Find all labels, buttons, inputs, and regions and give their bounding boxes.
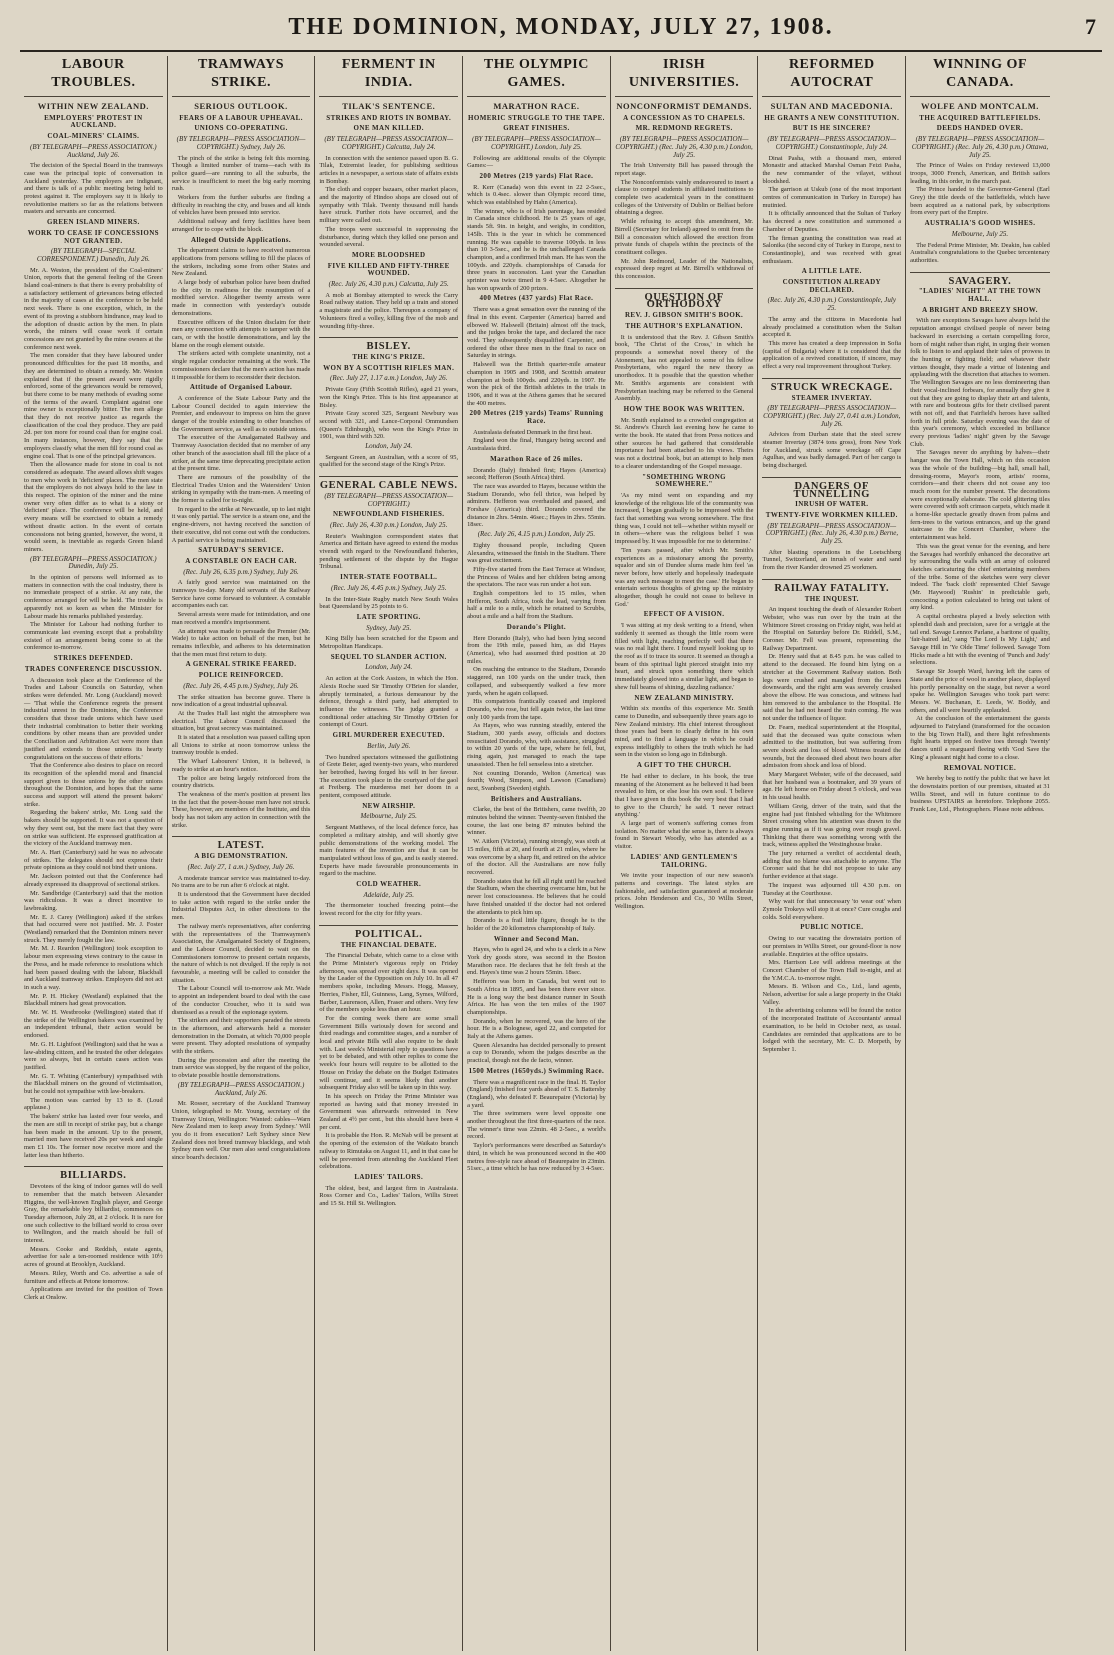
paragraph: With rare exceptions Savages have always held the reputation amongst civilised people of never being backward in exercising a certain compelling force, born of might rather than right, in urging their women folk to listen to and applaud their tales of prowess in the hunting or fighting field; and whatever their virtues thought, they made a virtue of listening and applauding with the discretion that attaches to women. The Wellington Savages are no less domineering than their vocal-inclined forbears, for annually they give it out that they are going to display their art and talents, with rare and bouteous gifts for their civilised parent with not off, and that Fairfield's heroes have sallied forth in full pride. Saturday evening was the date of this year's ceremony, which exceeded in brilliance every previous 'ladies' night' given by the Savage Club.	[910, 317, 1050, 448]
minor-heading: LATE SPORTING.	[356, 612, 421, 621]
paragraph: Queen Alexandra has decided personally to present a cup to Dorando, whom the judges describe as the practical, though not the de facto, winner.	[467, 1041, 606, 1065]
minor-heading: LADIES' TAILORS.	[354, 1172, 424, 1181]
column-1	[20, 56, 168, 1651]
paragraph: Mr. E. J. Carey (Wellington) asked if the strikes that had occurred were not justified. Mr. J. Foster (Westland) remarked that the Dominion miners never struck. They merely fought the law.	[24, 913, 163, 944]
paragraph: In the opinion of persons well informed as to matters in connection with the coal industry, there is no immediate prospect of a strike. At any rate, the conference arranged for will be held. The trouble is apparently not so keen as when the Minister for Labour made his remarks published yesterday.	[24, 574, 163, 620]
minor-heading: NEW ZEALAND MINISTRY.	[634, 693, 734, 702]
paragraph: The Wharf Labourers' Union, it is believed, is ready to strike at an hour's notice.	[171, 758, 311, 773]
minor-heading: MORE BLOODSHED	[351, 250, 426, 259]
article-body	[615, 103, 754, 911]
paragraph: Mr. M. J. Reardon (Wellington) took exception to labour men expressing views contrary to the cause in the Press, and he made reference to resolutions which had been passed dealing with the labour, Blackball and Auckland tramway strikes. Employers did not act in such a way.	[24, 945, 163, 991]
paragraph: Sergeant Green, an Australian, with a score of 95, qualified for the second stage of the King's Prize.	[319, 453, 459, 469]
paragraph: The weakness of the men's position at present lies in the fact that the power-house men have not struck. These, however, are members of the Institute, and this body has not taken any action in connection with the strike.	[171, 790, 311, 829]
minor-heading: COAL-MINERS' CLAIMS.	[47, 132, 140, 141]
dateline: (Rec. July 26, 4.30 p.m.) Calcutta, July 25.	[328, 280, 449, 289]
paragraph: In regard to the strike at Newcastle, up to last night it was only partial. The service is a steam one, and the engine-drivers, not having received the sanction of their executive, did not come out with the conductors. A partial service is being maintained.	[171, 505, 311, 544]
minor-heading: SEQUEL TO SLANDER ACTION.	[330, 652, 447, 661]
minor-heading: WON BY A SCOTTISH RIFLES MAN.	[323, 363, 455, 372]
paragraph: He had either to declare, in his book, the true meaning of the Atonement as he believed it had been revealed to him, or else lose his own soul. 'I believe that I have given in this book the very best that I had to give to the Church,' he said. 'I never retract anything.'	[614, 772, 754, 819]
minor-heading: STEAMER INVERTAY.	[791, 393, 872, 402]
paragraph: Mr. John Redmond, Leader of the Nationalists, expressed deep regret at Mr. Birrell's withdrawal of this concession.	[614, 257, 754, 281]
paragraph: England won the final, Hungary being second and Australasia third.	[467, 437, 606, 453]
paragraph: Several arrests were made for intimidation, and one man received a month's imprisonment.	[171, 611, 311, 626]
minor-heading: 200 Metres (219 yards) Flat Race.	[479, 171, 594, 180]
dateline: (BY TELEGRAPH—PRESS ASSOCIATION—COPYRIGHT.) (Rec. July 26, 4.30 p.m.) Ottawa, July 25.	[911, 135, 1049, 159]
paragraph: We hereby beg to notify the public that we have let the downstairs portion of our premises, situated at 31 Willis Street, and will in future continue to do business UPSTAIRS as heretofore. Telephone 2055. Frank Lee, Ltd., Photographers. Please note address.	[910, 775, 1050, 814]
minor-heading: A CONSTABLE ON EACH CAR.	[185, 556, 297, 565]
paragraph: The department claims to have received numerous applications from persons willing to fill the places of the strikers, including some from other States and New Zealand.	[171, 247, 311, 278]
paragraph: After blasting operations in the Loetschberg Tunnel, Switzerland, an inrush of water and sand from the river Kander drowned 25 workmen.	[762, 548, 902, 572]
paragraph: Dr. Henry said that at 8.45 p.m. he was called to attend to the deceased. He found him lying on a stretcher at the Government Railway station. Both legs were crushed and mangled from the knees downwards, and the right arm was severely crushed above the elbow. He was conscious, and witness had him removed to the ambulance to the Hospital. He said that he had not heard the train coming. He was not under the influence of liquor.	[762, 653, 902, 723]
minor-heading: NEWFOUNDLAND FISHERIES.	[332, 510, 445, 519]
dateline: Sydney, July 25.	[366, 623, 412, 632]
paragraph: Dinai Pasha, with a thousand men, entered Monastir and attacked Marshal Osman Feizi Pasha, the new commander of the vilayet, without bloodshed.	[762, 154, 902, 185]
minor-heading: EFFECT OF A VISION.	[643, 610, 725, 619]
dateline: (BY TELEGRAPH—PRESS ASSOCIATION.) Dunedin, July 25.	[30, 554, 157, 571]
paragraph: W. Aitken (Victoria), running strongly, was sixth at 15 miles, fifth at 20, and fourth at 21 miles, where he was overcome by a sharp fit, and retired on the advice of the doctor. All the Australians are now fully recovered.	[467, 838, 606, 876]
minor-heading: 400 Metres (437 yards) Flat Race.	[479, 294, 594, 303]
minor-heading: EMPLOYERS' PROTEST IN AUCKLAND.	[44, 113, 143, 130]
section-headline: GENERAL CABLE NEWS.	[319, 476, 458, 490]
minor-heading: TRADES CONFERENCE DISCUSSION.	[24, 664, 162, 673]
paragraph: A moderate tramcar service was maintained to-day. No trams are to be run after 6 o'clock at night.	[171, 874, 311, 890]
paragraph: The Irish University Bill has passed through the report stage.	[614, 162, 754, 177]
paragraph: The troops were successful in suppressing the disturbance, during which they killed one person and wounded several.	[319, 225, 459, 249]
minor-heading: GIRL MURDERER EXECUTED.	[332, 731, 445, 740]
paragraph: The decision of the Special Board in the tramways case was the principal topic of conversation in Auckland yesterday. The employers are indignant, and there is talk of a public meeting being held to protest against it. The employers say it is likely to revolutionise matters so far as the relations between masters and servants are concerned.	[24, 162, 163, 216]
minor-heading: HOMERIC STRUGGLE TO THE TAPE.	[468, 113, 605, 122]
paragraph: Taylor's performances were described as Saturday's third, in which he was pronounced second in the 400 metres free-style race ahead of Beaurepaire in 23min. 51sec., a time which he has now reduced by 3 4-5sec.	[467, 1142, 606, 1173]
dateline: (BY TELEGRAPH—PRESS ASSOCIATION.) Auckland, July 26.	[30, 142, 157, 159]
section-headline: QUESTION OF ORTHODOXY	[615, 288, 754, 309]
minor-heading: THE AUTHOR'S EXPLANATION.	[625, 321, 743, 330]
paragraph: It is understood that the Government have decided to take action with regard to the strike under the Industrial Disputes Act, in other directions to the men.	[171, 890, 311, 922]
dateline: (Rec. July 27, 1 a.m.) Sydney, July 26.	[187, 862, 295, 871]
dateline: (BY TELEGRAPH—PRESS ASSOCIATION—COPYRIGHT.) Sydney, July 26.	[176, 135, 306, 151]
paragraph: Executive officers of the Union disclaim for their men any connection with attempts to tamper with the cars, or with the hostile demonstrations, and lay the blame on the rough element outside.	[171, 318, 311, 349]
minor-heading: THE INQUEST.	[804, 594, 859, 603]
dateline: (BY TELEGRAPH—PRESS ASSOCIATION.) Auckland, July 26.	[177, 1080, 305, 1097]
dateline: (Rec. July 26, 6.35 p.m.) Sydney, July 26.	[183, 567, 299, 576]
dateline: (BY TELEGRAPH—PRESS ASSOCIATION—COPYRIGHT.) (Rec. July 27, 0.41 a.m.) London, July 26.	[763, 404, 901, 428]
paragraph: Mary Margaret Webster, wife of the deceased, said that her husband was a bootmaker, and 39 years of age. He left home on Friday about 5 o'clock, and was in his usual health.	[762, 771, 902, 802]
paragraph: The Nonconformists vainly endeavoured to insert a clause to compel students in affiliated institutions to complete two academical years in the constituent colleges of the University of Dublin or Belfast before obtaining a degree.	[614, 178, 754, 217]
minor-heading: STRIKES AND RIOTS IN BOMBAY.	[326, 113, 452, 122]
minor-heading: GREAT FINISHES.	[503, 124, 570, 133]
paragraph: William Greig, driver of the train, said that the engine had just finished whistling for the Whitmore Street crossing when his attention was drawn to the engine running as if it was going over rough gravel. Thinking that there was something wrong with the track, witness applied the Westinghouse brake.	[762, 802, 902, 849]
newspaper-title: THE DOMINION, MONDAY, JULY 27, 1908.	[288, 14, 834, 40]
minor-heading: Marathon Race of 26 miles.	[490, 454, 583, 463]
paragraph: The Prince of Wales on Friday reviewed 13,000 troops, 3000 French, American, and British sailors leading, in this order, in the march past.	[910, 162, 1050, 185]
paragraph: 'Ten years passed, after which Mr. Smith's experiences as a missionary among the poverty, squalor and sin of Dundee slums made him feel 'as never before, how utterly and hopelessly inadequate was any such message to meet the case.' He began to entertain serious thoughts of giving up the ministry altogether, though he could not cease to believe in God.'	[614, 546, 754, 608]
paragraph: Dorando states that he fell all right until he reached the Stadium, when the cheering overcame him, but he never lost consciousness. He believes that he could have finished unaided if the doctor had not ordered the attendants to pick him up.	[467, 877, 606, 916]
section-headline: STRUCK WRECKAGE.	[762, 378, 901, 392]
paragraph: At the conclusion of the entertainment the guests adjourned to Fairyland (transformed for the occasion to the big Town Hall), and there light refreshments fight hearts tripped on festive toes through 'twenty' dances until a rearguard fleeing with 'God Save the King' a pleasant night had come to a close.	[910, 715, 1050, 761]
paragraph: Additional railway and ferry facilities have been arranged for to cope with the block.	[171, 218, 311, 233]
column-2	[168, 56, 316, 1651]
minor-heading: MR. REDMOND REGRETS.	[635, 124, 733, 133]
article-body	[172, 103, 311, 1162]
subheading: WOLFE AND MONTCALM.	[921, 101, 1039, 111]
paragraph: Mr. G. T. Whiting (Canterbury) sympathised with the Blackball miners on the ground of victimisation, but he could not sympathise with law-breakers.	[24, 1072, 163, 1096]
paragraph: Clarke, the best of the Britishers, came twelfth, 20 minutes behind the winner. Twenty-seven finished the course, the last one being 87 minutes behind the winner.	[467, 806, 606, 837]
paragraph: Hayes, who is aged 24, and who is a clerk in a New York dry goods store, was second in the Boston Marathon race. He declares that he felt fresh at the end. Hayes's time was 2 hours 55min. 18sec.	[467, 946, 606, 977]
paragraph: The strike situation has become grave. There is now indication of a great industrial upheaval.	[171, 693, 311, 709]
paragraph: Here Dorando (Italy), who had been lying second from the 19th mile, passed him, as did Hayes (America), who had assumed third position at 20 miles.	[467, 634, 606, 665]
paragraph: The cloth and copper bazaars, other market places, and the majority of Hindoo shops are closed out of sympathy with Tilak. Twenty thousand mill hands have struck. Further riots have occurred, and the military were called out.	[319, 186, 459, 225]
paragraph: The men consider that they have laboured under pronounced difficulties for the past 18 months, and they are determined to obtain a remedy. Mr. Weston explained that if the present award were rigidly enforced, some of the grievances would be removed, but there come to be many methods of evading some of the terms of the award. Complaint against one mine owner is exceptionally bitter. The men allege that they do not receive justice as regards the classification of the coal they produce. They are paid 2d. per ton more for round coal than for engine coal. In many instances, however, they say that the employers classify what the men fill for round coal as engine coal. That is one of the principal grievances.	[24, 352, 163, 460]
article-body	[319, 103, 458, 1208]
paragraph: Devotees of the king of indoor games will do well to remember that the match between Alexander Higgins, the well-known English player, and George Gray, the remarkable boy billiardist, commences on Tuesday afternoon, July 28, at 2 o'clock. It is rare for one such collective to the billiard world to cross over to Wellington, and the match should be full of interest.	[24, 1183, 163, 1245]
paragraph: Mrs. Harrison Lee will address meetings at the Concert Chamber of the Town Hall to-night, and at the Y.M.C.A. to-morrow night.	[762, 959, 902, 982]
subheading: TILAK'S SENTENCE.	[342, 101, 436, 111]
paragraph: During the procession and after the meeting the tram service was stopped, by the request of the police, to obviate possible hostile demonstrations.	[171, 1056, 311, 1080]
paragraph: Savage Sir Joseph Ward, having left the cares of State and the price of wool in another place, displayed his portly personality on the stage, but never a word spake he. Wellington Savages who took part were: Messrs. W. Buchanan, E. Leeds, W. Boddy, and others, and all were heartily applauded.	[910, 668, 1050, 714]
paragraph: Private Gray (Fifth Scottish Rifles), aged 21 years, won the King's Prize. This is his first appearance at Bisley.	[319, 386, 459, 409]
paragraph: In his speech on Friday the Prime Minister was reported as having said that money invested in Government was afterwards reinvested in New Zealand at 4½ per cent., but this should have been 4 per cent.	[319, 1092, 459, 1131]
paragraph: Mr. Sandbridge (Canterbury) said that the motion was ridiculous. It was a direct incentive to lawbreaking.	[24, 889, 163, 912]
minor-heading: A GENERAL STRIKE FEARED.	[185, 660, 297, 669]
paragraph: Dorando, when he recovered, was the hero of the hour. He is a Bolognese, aged 22, and competed for Italy at the Athens games.	[467, 1017, 606, 1041]
paragraph: The railway men's representatives, after conferring with the representatives of the Tramwaymen's Association, the Amalgamated Society of Engineers, and the Labour Council, decided to wait on the Commissioners tomorrow to present certain requests, the nature of which is not divulged. If the reply is not favourable, a meeting will be called to consider the situation.	[171, 922, 311, 984]
paragraph: Mr. A. Hart (Canterbury) said he was no advocate of strikes. The delegates should not express their private opinions as they could not bind their unions.	[24, 848, 163, 872]
minor-heading: NEW AIRSHIP.	[362, 801, 416, 810]
paragraph: In the Inter-State Rugby match New South Wales beat Queensland by 25 points to 6.	[319, 595, 459, 611]
minor-heading: TWENTY-FIVE WORKMEN KILLED.	[765, 510, 898, 519]
section-headline: BILLIARDS.	[24, 1166, 163, 1180]
paragraph: Fifty-five started from the East Terrace at Windsor, the Princess of Wales and her children being among the spectators. The race was run under a hot sun.	[467, 565, 606, 589]
article-body	[467, 103, 606, 1173]
article-headline: FERMENT IN INDIA.	[319, 56, 458, 97]
dateline: (BY TELEGRAPH—SPECIAL CORRESPONDENT.) Dunedin, July 26.	[36, 247, 150, 263]
paragraph: In connection with the sentence passed upon B. G. Tilak, Extremist leader, for publishing seditious articles in a newspaper, a serious state of affairs exists in Bombay.	[319, 154, 459, 185]
minor-heading: A BRIGHT AND BREEZY SHOW.	[922, 305, 1038, 314]
paragraph: Mr. G. H. Lightfoot (Wellington) said that he was a law-abiding citizen, and he trusted the other delegates were so always, but in certain cases action was justified.	[24, 1040, 163, 1071]
article-body	[24, 103, 163, 1302]
paragraph: The Federal Prime Minister, Mr. Deakin, has cabled Australia's congratulations to the Quebec tercentenary authorities.	[910, 241, 1050, 264]
paragraph: Mr. Rosser, secretary of the Auckland Tramway Union, telegraphed to Mr. Young, secretary of the Tramway Union, Wellington: 'Wanted: cables—Warn New Zealand men to keep away from Sydney.' Will you do it from execution? Left Sydney since New Zealand does not breed tramway blacklegs, and wish Sydney men well. Our men also send congratulations since board's decision.'	[171, 1100, 311, 1162]
dateline: (Rec. July 26, 4.30 p.m.) London, July 25.	[330, 520, 448, 529]
section-headline: POLITICAL.	[319, 925, 458, 939]
dateline: (BY TELEGRAPH—PRESS ASSOCIATION—COPYRIGHT.)	[324, 491, 454, 508]
paragraph: That the Conference also desires to place on record its recognition of the splendid moral and financial support given to those unions by the other unions throughout the Dominion, and hopes that the same success and support will attend the present bakers' strike.	[24, 762, 163, 808]
minor-heading: CONSTITUTION ALREADY DECLARED.	[782, 278, 881, 294]
paragraph: Two hundred spectators witnessed the guillotining of Grete Beier, aged twenty-two years, who murdered her betrothed, having forged his will in her favour. The execution took place in the courtyard of the gaol at Freiberg. The murderess met her doom in a penitent, composed attitude.	[319, 753, 459, 800]
paragraph: Mr. W. H. Westbrooke (Wellington) stated that if the strike of the Wellington bakers was examined by an independent tribunal, their action would be endorsed.	[24, 1009, 163, 1040]
minor-heading: Britishers and Australians.	[490, 794, 582, 803]
subheading: MARATHON RACE.	[493, 101, 580, 111]
paragraph: For the coming week there are some small Government Bills variously down for second and third readings and committee stages, and a number of local and private Bills will also require to be dealt with. Last week's Ministerial reply to questions have yet to be debated, and with other replies to come the week's four hours will require to be allotted to the House on Friday the debate on the Budget Estimates will continue, and it seems likely that another subsequent Friday also will be taken up in this way.	[319, 1014, 459, 1092]
paragraph: Applications are invited for the position of Town Clerk at Onslow.	[24, 1286, 163, 1301]
minor-heading: ONE MAN KILLED.	[353, 124, 424, 133]
minor-heading: FEARS OF A LABOUR UPHEAVAL.	[179, 113, 303, 122]
article-headline: LABOUR TROUBLES.	[24, 56, 163, 97]
column-4	[463, 56, 611, 1651]
paragraph: The strikers acted with complete unanimity, not a single regular conductor remaining at the work. The commissioners declare that the men's action has made it impossible for them to reconsider their decision.	[171, 350, 311, 381]
paragraph: On reaching the entrance to the Stadium, Dorando staggered, ran 100 yards on the under track, then collapsed, and subsequently walked a few more yards, when he again collapsed.	[467, 666, 606, 697]
paragraph: Advices from Durban state that the steel screw steamer Invertay (3874 tons gross), from New York for Auckland, struck some wreckage off Cape Agulhas, and was badly damaged. Part of her cargo is being discharged.	[762, 431, 902, 470]
masthead	[20, 8, 1102, 52]
paragraph: 'I was sitting at my desk writing to a friend, when suddenly it seemed as though the little room were filled with light, reaching perfectly well that there was no real light there. I found myself looking up to the roof as if to trace its source. It seemed as though a beam of this spiritual light pierced straight into my heart, and struck upon something there which immediately glowed into a similar light, and began to shew full beams of shining, dazzling radiance.'	[614, 622, 754, 691]
paragraph: Workers from the further suburbs are finding a difficulty in reaching the city, and buses and all kinds of vehicles have been pressed into service.	[171, 194, 311, 217]
dateline: (Rec. July 26, 4.45 p.m.) Sydney, July 25.	[330, 583, 447, 592]
paragraph: R. Kerr (Canada) won this event in 22 2-5sec., which is 0.4sec. slower than Olympic record time, which was established by Hahn (America).	[467, 183, 606, 207]
paragraph: The army and the citizens in Macedonia had already proclaimed a constitution when the Sultan accepted it.	[762, 315, 902, 339]
minor-heading: A LITTLE LATE.	[801, 267, 862, 276]
paragraph: The inquest was adjourned till 4.30 p.m. on Tuesday at the Courthouse.	[762, 881, 902, 897]
paragraph: While refusing to accept this amendment, Mr. Birrell (Secretary for Ireland) agreed to omit from the Bill a concession which allowed the erection from private funds of chapels within the precincts of the constituent colleges.	[614, 218, 754, 256]
paragraph: Eighty thousand people, including Queen Alexandra, witnessed the finish in the Stadium. There was great excitement.	[467, 541, 606, 565]
minor-heading: REV. J. GIBSON SMITH'S BOOK.	[624, 311, 744, 320]
minor-heading: GREEN ISLAND MINERS.	[47, 218, 140, 227]
paragraph: The three swimmers were level opposite one another throughout the first three-quarters of the race. The winner's time was 22min. 48 2-5sec., a world's record.	[467, 1110, 606, 1141]
paragraph: The executive of the Amalgamated Railway and Tramway Association decided that no member of any other branch of the association shall fill the place of a striker, at the same time deprecating precipitate action at the present time.	[171, 434, 311, 473]
paragraph: This move has created a deep impression in Sofia (capital of Bulgaria) where it is considered that the application of a revived constitution, if sincere, may effect a very real improvement throughout Turkey.	[762, 339, 902, 371]
dateline: (Rec. July 27, 1.17 a.m.) London, July 26.	[330, 374, 448, 383]
minor-heading: SATURDAY'S SERVICE.	[198, 546, 284, 555]
paragraph: Dorando is a frail little figure, though he is the holder of the 20 kilometres championship of Italy.	[467, 917, 606, 932]
paragraph: English competitors led to 15 miles, when Hefferon, South Africa, took the lead, varying from half a mile to a mile, which he retained to Scrubbs, about a mile and a half from the Stadium.	[467, 590, 606, 621]
paragraph: The garrison at Uskub (one of the most important centres of communication in Turkey in Europe) has mutinied.	[762, 186, 902, 209]
minor-heading: WORK TO CEASE IF CONCESSIONS NOT GRANTED.	[27, 228, 159, 245]
paragraph: A large part of women's suffering comes from isolation. No matter what the sense is, there is always found in Stewart Woodly, who has attended as a visitor.	[614, 820, 754, 851]
dateline: (BY TELEGRAPH—PRESS ASSOCIATION—COPYRIGHT.) (Rec. July 26, 4.30 p.m.) London, July 25.	[615, 135, 753, 159]
paragraph: The strikers and their supporters paraded the streets in the afternoon, and afterwards held a monster demonstration in the Domain, at which 70,000 people were present. They adopted resolutions of sympathy with the strikers.	[171, 1017, 311, 1056]
article-headline: REFORMED AUTOCRAT	[762, 56, 901, 97]
dateline: Berlin, July 26.	[367, 741, 411, 750]
paragraph: The bakers' strike has lasted over four weeks, and the men are still in receipt of strike pay, but a change has been made in the amount. Up to the present, married men have received 20s per week and single men £1 10s. The former now receive more and the latter less than hitherto.	[24, 1113, 163, 1159]
article-body	[910, 103, 1050, 814]
minor-heading: A GIFT TO THE CHURCH.	[636, 761, 732, 770]
column-5	[611, 56, 759, 1651]
minor-heading: PUBLIC NOTICE.	[800, 923, 864, 932]
paragraph: We invite your inspection of our new season's patterns and coverings. The latest styles are fashionable, and satisfaction guaranteed at moderate prices. John Henderson and Co., 30 Willis Street, Wellington.	[614, 872, 754, 911]
subheading: WITHIN NEW ZEALAND.	[37, 101, 149, 111]
paragraph: The winner, who is of Irish parentage, has resided in Canada since childhood. He is 25 years of age, stands 5ft. 9in. in height, and weighs, in condition, 145lb. This is the year in which he commenced running. He was capable to traverse 100yds. in less than 10 3-5sec., and he is the unchallenged Canada champion, and a confirmed Irish man. He has won the 100yds. and 220yds. championships of Canada for three years in succession. Last year the Canadian sprinter was twice timed in 9 4-5sec. Altogether he has won upwards of 200 prizes.	[467, 207, 606, 292]
minor-heading: HOW THE BOOK WAS WRITTEN.	[623, 404, 745, 413]
paragraph: The thermometer touched freezing point—the lowest record for the city for fifty years.	[319, 902, 459, 918]
dateline: Melbourne, July 25.	[951, 229, 1009, 238]
dateline: (BY TELEGRAPH—PRESS ASSOCIATION—COPYRIGHT.) Calcutta, July 24.	[324, 135, 454, 151]
paragraph: There was a great sensation over the running of the final in this event. Carpenter (America) barred and elbowed W. Halswell (Britain) almost off the track, and the judges broke the tape, and declared the race void. They subsequently disqualified Carpenter, and ordered the other three men in the final to race on Saturday in strings.	[467, 306, 606, 360]
minor-heading: THE FINANCIAL DEBATE.	[340, 940, 437, 949]
minor-heading: INRUSH OF WATER.	[795, 500, 869, 509]
minor-heading: BUT IS HE SINCERE?	[792, 124, 871, 133]
dateline: London, July 24.	[365, 442, 413, 451]
minor-heading: Alleged Outside Applications.	[190, 235, 292, 244]
paragraph: Messrs. B. Wilson and Co., Ltd., land agents, Nelson, advertise for sale a large property in the Otaki Valley.	[762, 983, 902, 1006]
paragraph: Private Gray scored 325, Sergeant Newbury was second with 321, and Lance-Corporal Ommundsen (Queen's Edinburgh), who won the King's Prize in 1901, was third with 320.	[319, 410, 459, 441]
paragraph: Following are additional results of the Olympic Games:—	[467, 154, 606, 170]
section-headline: DANGERS OF TUNNELLING	[762, 477, 901, 498]
paragraph: Dorando (Italy) finished first; Hayes (America) second; Hefferon (South Africa) third.	[467, 466, 606, 482]
section-headline: SAVAGERY.	[910, 272, 1050, 286]
dateline: (BY TELEGRAPH—PRESS ASSOCIATION—COPYRIGHT.) London, July 25.	[472, 135, 601, 151]
paragraph: Mr. A. Weston, the president of the Coal-miners' Union, reports that the general feeling of the Green Island coal-miners is that there is every probability of a satisfactory settlement of grievances being effected in the majority of cases at the conference to be held next week. There is one exception, which, in the event of its proving a stubborn hindrance, may lead to the adoption of drastic action by the men. In plain words, the miners will cease work if certain concessions are not granted by the mine owners at the conference next week.	[24, 266, 163, 351]
paragraph: An attempt was made to persuade the Premier (Mr. Wade) to take action on behalf of the men, but he remains inflexible, and adheres to his determination that the men must first return to duty.	[171, 627, 311, 658]
paragraph: Australasia defeated Denmark in the first heat.	[473, 428, 593, 436]
minor-heading: "LADIES' NIGHT" AT THE TOWN HALL.	[918, 287, 1042, 304]
minor-heading: REMOVAL NOTICE.	[943, 763, 1017, 772]
paragraph: It is probable the Hon. R. McNab will be present at the opening of the extension of the Waikato branch railway to Rimutaka on August 11, and in that case he will be prevented from attending the Auckland Fleet celebrations.	[319, 1132, 459, 1171]
article-body	[762, 103, 901, 1054]
subheading: SERIOUS OUTLOOK.	[194, 101, 288, 111]
minor-heading: COLD WEATHER.	[356, 880, 422, 889]
paragraph: As Hayes, who was running steadily, entered the Stadium, 300 yards away, officials and doctors resuscitated Dorando, who, with assistance, struggled to within 20 yards of the tape, where he fell, but, rising again, just managed to reach the tape unassisted. Then he fell senseless into a stretcher.	[467, 722, 606, 768]
paragraph: The pinch of the strike is being felt this morning. Though a limited number of trams—each with its police guard—are running to all the suburbs, the service is insufficient to meet the big early morning rush.	[171, 154, 311, 193]
dateline: (BY TELEGRAPH—PRESS ASSOCIATION—COPYRIGHT.) (Rec. July 26, 4.30 p.m.) Berne, July 25.	[765, 521, 899, 546]
minor-heading: INTER-STATE FOOTBALL.	[340, 573, 438, 582]
paragraph: An inquest touching the death of Alexander Robert Webster, who was run over by the train at the Whitmore Street crossing on Friday night, was held at the Hospital on Saturday before Dr. Riddell, S.M., Coroner. Mr. Fell was present, representing the Railway Department.	[762, 606, 902, 652]
paragraph: A large body of suburban police have been drafted to the city in readiness for the resumption of a modified service. Altogether twenty arrests were made in connection with yesterday's outside demonstrations.	[171, 279, 311, 317]
paragraph: The Savages never do anything by halves—their hangar was the Town Hall, which on this occasion was the whole of the building—big hall, small hall, dressing-rooms, Mayor's room, artists' rooms, corridors—and their cheers did not cease any too much room for the number present. The decorations were exceptionally elaborate. The cold glittering tiles were covered with soft crimson carpets, which made it a home-like spectacle greatly drawn from palms and fern-trees to the various entrances, and up the grand staircase to the Concert Chamber, where the entertainment was held.	[910, 449, 1050, 542]
paragraph: Hefferon was born in Canada, but went out to South Africa in 1895, and has been there ever since. He is a long way the best distance runner in South Africa. He has won the ten miles of the 1907 championships.	[467, 978, 606, 1016]
page-number: 7	[1085, 14, 1096, 39]
paragraph: 'As my mind went on expanding and my knowledge of the religious life of the community was increased, I began gradually to be impressed with the fact that something was wrong somewhere. The first thing was, I could not tell—whether within myself or in others—where was the religious belief I was impressed by. It was impossible for me to determine.'	[614, 491, 754, 546]
minor-heading: POLICE REINFORCED.	[198, 671, 284, 680]
paragraph: It is understood that the Rev. J. Gibson Smith's book, 'The Christ of the Cross,' in which he propounds a somewhat novel theory of the Atonement, has not appealed to some of his fellow Presbyterians, who regard the new theory as unorthodox. It is possible that the question whether Mr. Smith's arguments are consistent with Presbyterian teaching may be referred to the General Assembly.	[614, 333, 754, 403]
section-headline: BISLEY.	[319, 337, 458, 351]
paragraph: A capital orchestra played a lively selection with splendid dash and precision, save for a wriggle at the tail end. Savage Lennox Parlane, a baritone of quality, 'fair-haired lad,' sang 'The Lord Is My Light,' and Savage Hill in 'Ye Olde Time' followed. Savage Tom Hicks made a hit with the evening of 'Punch and Judy' selections.	[910, 613, 1050, 667]
minor-heading: Attitude of Organised Labour.	[189, 383, 293, 392]
minor-heading: THE KING'S PRIZE.	[352, 352, 426, 361]
minor-heading: AUSTRALIA'S GOOD WISHES.	[924, 219, 1036, 228]
paragraph: The oldest, best, and largest firm in Australasia. Ross Corner and Co., Ladies' Tailors, Willis Street and 15 St. Hill St. Wellington.	[319, 1184, 459, 1208]
paragraph: The Minister for Labour had nothing further to communicate last evening except that a probability existed of an arrangement being come to at the conference to-morrow.	[24, 621, 163, 652]
paragraph: It is officially announced that the Sultan of Turkey has decreed a new constitution and summoned a Chamber of Deputies.	[762, 210, 902, 233]
minor-heading: UNIONS CO-OPERATING.	[194, 124, 288, 133]
dateline: London, July 24.	[365, 663, 413, 672]
article-headline: WINNING OF CANADA.	[910, 56, 1050, 97]
paragraph: Not counting Dorando, Welton (America) was fourth; Wood, Simpson, and Lawson (Canadians) next, Svanberg (Sweden) eighth.	[467, 769, 606, 792]
article-headline: THE OLYMPIC GAMES.	[467, 56, 606, 97]
paragraph: Messrs. Riley, Worth and Co. advertise a sale of furniture and effects at Petone tomorrow.	[24, 1269, 163, 1285]
section-headline: RAILWAY FATALITY.	[762, 579, 901, 593]
dateline: (Rec. July 26, 4.45 p.m.) Sydney, July 26.	[183, 681, 299, 690]
subheading: NONCONFORMIST DEMANDS.	[616, 101, 752, 111]
minor-heading: A CONCESSION AS TO CHAPELS.	[623, 113, 746, 122]
paragraph: Mr. Smith explained to a crowded congregation at St. Andrew's Church last evening how he came to write the book. He stated that from Press notices and other sources he had gathered that considerable importance had been attached to his views. Theirs was not a doctrinal book, but an attempt to help men to a clearer understanding of the Gospel message.	[614, 416, 754, 470]
minor-heading: 200 Metres (219 yards) Teams' Running Race.	[469, 409, 604, 426]
dateline: (Rec. July 26, 4.30 p.m.) Constantinople, July 25.	[767, 296, 896, 313]
minor-heading: DEEDS HANDED OVER.	[936, 124, 1024, 133]
paragraph: Mr. P. H. Hickey (Westland) explained that the Blackball miners had great provocation.	[24, 992, 163, 1008]
minor-heading: HE GRANTS A NEW CONSTITUTION.	[764, 113, 900, 122]
paragraph: Then the allowance made for stone in coal is not considered as adequate. The award allows shift wages to men who work in 'deficient' places. The men state that the employers do not always hold to the law in this respect. The opinion of the miner and the mine owner very often differ as to what is a stony or 'deficient' place. The conference will be held, and every means will be exercised to obtain a remedy without drastic action. In the event of certain concessions not being granted, however, the worst, it would seem, is inevitable as regards Green Island miners.	[24, 461, 163, 553]
section-headline: LATEST.	[172, 836, 311, 850]
paragraph: In the advertising columns will be found the notice of the incorporated Institute of Accountants' annual examination, to be held in October next, as usual. Candidates are reminded that applications are to be lodged with the secretary, Mr. C. D. Morpeth, by September 1.	[762, 1007, 902, 1053]
paragraph: At the Trades Hall last night the atmosphere was electrical. The Labour Council discussed the situation, but great secrecy was maintained.	[171, 709, 311, 733]
column-7	[906, 56, 1054, 1651]
paragraph: Sergeant Matthews, of the local defence force, has completed a military airship, and will shortly give public demonstrations of the working model. The main features of the invention are that it can be manipulated without loss of gas, and is easily steered. Experts have made favourable pronouncements in regard to the machine.	[319, 824, 459, 878]
column-6	[758, 56, 906, 1651]
minor-heading: FIVE KILLED AND FIFTY-THREE WOUNDED.	[327, 261, 450, 278]
article-headline: TRAMWAYS STRIKE.	[172, 56, 311, 97]
minor-heading: 1500 Metres (1650yds.) Swimming Race.	[468, 1066, 605, 1075]
paragraph: Reuter's Washington correspondent states that America and Britain have agreed to extend the modus vivendi with regard to the Newfoundland fisheries, pending settlement of the dispute by the Hague Tribunal.	[319, 532, 459, 571]
paragraph: It is stated that a resolution was passed calling upon all Unions to strike at noon tomorrow unless the tramway trouble is ended.	[171, 734, 311, 757]
dateline: Melbourne, July 25.	[360, 812, 417, 821]
paragraph: Regarding the bakers' strike, Mr. Long said the bakers should be supported. It was not a question of why they went out, but the mere fact that they were on strike was sufficient. He expressed gratification at the victory of the Auckland tramway men.	[24, 809, 163, 848]
paragraph: This was the great venue for the evening, and here the Savages had worthily enhanced the decorative art by surrounding the walls with an array of coloured sketches caricaturing the chief entertaining members of the tribe. Some of the sketches were very clever indeed. The 'back cloth' represented Chief Savage (Mr. Haywood) 'Rushin' in predictable garb, concocting a potion calculated to bring out talent of any kind.	[910, 542, 1050, 612]
minor-heading: STRIKES DEFENDED.	[53, 654, 133, 663]
minor-heading: LADIES' AND GENTLEMEN'S TAILORING.	[630, 852, 738, 869]
paragraph: There are rumours of the possibility of the Electrical Trades Union and the Watersiders' Union striking in sympathy with the tram-men. A meeting of the former is called for to-night.	[171, 473, 311, 505]
minor-heading: Dorando's Plight.	[506, 622, 567, 631]
paragraph: The Labour Council will to-morrow ask Mr. Wade to appoint an independent board to deal with the case of the conductor Croucher, who it is said was dismissed as a result of the espionage system.	[171, 985, 311, 1016]
paragraph: The firman granting the constitution was read at Salonika (the second city of Turkey in Europe, next to Constantinople), and was received with great enthusiasm.	[762, 234, 902, 265]
dateline: (Rec. July 26, 4.15 p.m.) London, July 25.	[477, 530, 596, 539]
paragraph: The race was awarded to Hayes, because within the Stadium Dorando, who fell thrice, was helped by admirers. Hefferon was overhauled and passed, and Forshaw (America) third. Dorando covered the distance in 2hrs. 54min. 46sec.; Hayes in 2hrs. 55min. 18sec.	[467, 482, 606, 529]
subheading: SULTAN AND MACEDONIA.	[770, 101, 893, 111]
paragraph: A fairly good service was maintained on the tramways to-day. Many old servants of the Railway Service have come forward to volunteer. A constable accompanies each car.	[171, 579, 311, 610]
article-columns	[20, 56, 1106, 1651]
paragraph: Mr. Jackson pointed out that the Conference had already expressed its disapproval of sectional strikes.	[24, 873, 163, 888]
paragraph: The Financial Debate, which came to a close with the Prime Minister's vigorous reply on Friday afternoon, was spread over eight days. It was opened by the Leader of the Opposition on July 10. In all 47 members spoke, including Messrs. Hogg, Massey, Herries, Fisher, Ell, Guinness, Lang, Symes, Wilford, Barber, Laurenson, Allen, Fraser and others. Very few of the members spoke less than an hour.	[319, 952, 459, 1014]
minor-heading: Winner and Second Man.	[493, 934, 579, 943]
paragraph: His compatriots frantically coaxed and implored Dorando, who rose, but fell again twice, the last time only 100 yards from the tape.	[467, 698, 606, 721]
paragraph: A discussion took place at the Conference of the Trades and Labour Councils on Saturday, when strikes were defended. Mr. Long (Auckland) moved:— 'That while the Conference regrets the present industrial unrest in the Dominion, the Conference considers that those trade unions which have used their industrial combination to better their working conditions by other means than are provided under the Conciliation and Arbitration Act were more than justified and extends to those unions its hearty congratulations on the success of their efforts.'	[24, 676, 163, 761]
minor-heading: THE ACQUIRED BATTLEFIELDS.	[919, 113, 1041, 122]
paragraph: Dr. Fearn, medical superintendent at the Hospital, said that the deceased was quite conscious when admitted to the institution, but was suffering from severe shock and loss of blood. Witness treated the wounds, but the deceased died about two hours after admission from shock and loss of blood.	[762, 723, 902, 770]
paragraph: An action at the Cork Assizes, in which the Hon. Alexis Roche sued Sir Timothy O'Brien for slander, abruptly terminated, a furious demeanour by the defence, through a third party, had attempted to influence the witnesses. The judge granted a conditional order attaching Sir Timothy O'Brien for contempt of Court.	[319, 675, 459, 729]
paragraph: Messrs. Cooke and Reddish, estate agents, advertise for sale a ten-roomed residence with 10½ acres of ground at Brooklyn, Auckland.	[24, 1245, 163, 1269]
paragraph: Why wait for that unnecessary 'to wear out' when Zymole Trokeys will stop it at once? Cure coughs and colds. Sold everywhere.	[762, 898, 902, 921]
dateline: Adelaide, July 25.	[363, 890, 414, 899]
paragraph: King Billy has been scratched for the Epsom and Metropolitan Handicaps.	[319, 635, 459, 651]
paragraph: The Prince handed to the Governor-General (Earl Grey) the title deeds of the battlefields, which have been acquired as a national park, by subscriptions from every part of the Empire.	[910, 186, 1050, 217]
paragraph: The jury returned a verdict of accidental death, adding that no blame was attachable to anyone. The Coroner said that he did not propose to take any further evidence at that stage.	[762, 850, 902, 881]
minor-heading: "SOMETHING WRONG SOMEWHERE."	[642, 472, 727, 489]
minor-heading: A BIG DEMONSTRATION.	[194, 852, 288, 861]
column-3	[315, 56, 463, 1651]
paragraph: There was a magnificent race in the final. H. Taylor (England) finished four yards ahead of T. S. Battersby (England), who defeated F. Beaurepaire (Victoria) by a yard.	[467, 1078, 606, 1109]
dateline: (BY TELEGRAPH—PRESS ASSOCIATION—COPYRIGHT.) Constantinople, July 24.	[767, 135, 897, 151]
paragraph: The police are being largely reinforced from the country districts.	[171, 774, 311, 790]
paragraph: Owing to our vacating the downstairs portion of our premises in Willis Street, our ground-floor is now available. Enquiries at the office upstairs.	[762, 935, 902, 958]
paragraph: A mob at Bombay attempted to wreck the Carry Road railway station. They held up a train and stoned a magistrate and the police. Thereupon a company of Volunteers fired a volley, killing five of the mob and wounding fifty-three.	[319, 291, 459, 330]
article-headline: IRISH UNIVERSITIES.	[615, 56, 754, 97]
paragraph: Within six months of this experience Mr. Smith came to Dunedin, and subsequently three years ago to New Zealand ministry. His chief interest throughout those years had been to clearly define in his own mind, and to find a language in which he could express intelligibly to others the truth which he had seen in the vision so long ago in Edinburgh.	[614, 705, 754, 759]
paragraph: The motion was carried by 13 to 8. (Loud applause.)	[24, 1096, 163, 1112]
paragraph: A conference of the State Labour Party and the Labour Council decided to again interview the Premier, and endeavour to impress on him the grave danger of the trouble extending to other branches of the Government service, as well as to outside unions.	[171, 394, 311, 433]
paragraph: Halswell was the British quarter-mile amateur champion in 1905 and 1908, and Scottish amateur champion at both 100yds. and 220yds. in 1907. He won the pick of the British athletes in the trials in 1906, and it was at the Athens games that he secured the 400 metres.	[467, 361, 606, 407]
